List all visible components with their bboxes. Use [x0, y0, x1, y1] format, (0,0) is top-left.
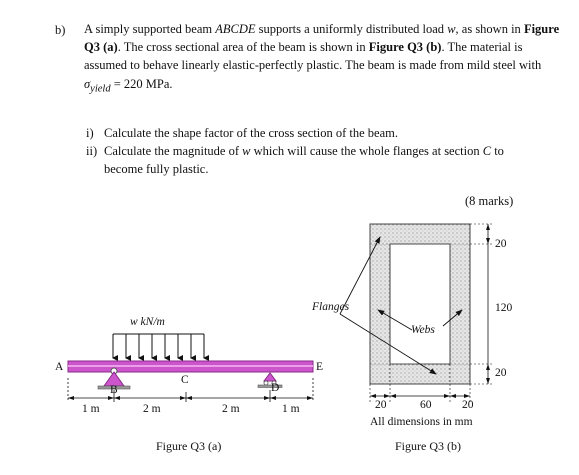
fig-a-ref: Figure Q3 (a)	[84, 22, 560, 55]
intro-text-4: . The cross sectional area of the beam is shown in	[117, 40, 369, 55]
intro-text-6: = 220 MPa.	[110, 76, 173, 91]
point-c-label: C	[181, 374, 189, 386]
load-label: w kN/m	[130, 316, 165, 328]
sigma-symbol: σ	[84, 76, 91, 91]
part-i-text: Calculate the shape factor of the cross section of the beam.	[104, 126, 398, 140]
dim-2m-right: 2 m	[222, 403, 240, 415]
dim-top-flange: 20	[495, 238, 507, 250]
vertical-dimensions	[470, 224, 494, 384]
question-label: b)	[55, 23, 66, 37]
dim-1m-right: 1 m	[282, 403, 300, 415]
part-ii-text-2: which will cause the whole flanges at section	[250, 144, 483, 158]
part-ii-var: w	[242, 144, 251, 158]
dim-right-web: 20	[462, 399, 474, 411]
webs-label: Webs	[411, 324, 435, 336]
part-ii-text-1: Calculate the magnitude of	[104, 144, 243, 158]
dim-bottom-flange: 20	[495, 367, 507, 379]
dim-1m-left: 1 m	[82, 403, 100, 415]
load-var: w	[447, 22, 456, 36]
figure-b-caption: Figure Q3 (b)	[395, 439, 461, 453]
dim-left-web: 20	[375, 399, 387, 411]
point-b-label: B	[110, 384, 118, 396]
figure-a-caption: Figure Q3 (a)	[156, 439, 222, 453]
marks: (8 marks)	[465, 194, 514, 208]
part-i-num: i)	[86, 126, 94, 140]
dim-inner-width: 60	[420, 399, 432, 411]
point-e-label: E	[316, 361, 324, 373]
sigma-subscript: yield	[90, 83, 111, 95]
part-ii-text-3: to	[491, 144, 504, 158]
intro-text-1: A simply supported beam	[84, 22, 216, 36]
beam-name: ABCDE	[215, 22, 256, 36]
point-a-label: A	[55, 361, 64, 373]
intro-text-2: supports a uniformly distributed load	[255, 22, 448, 36]
fig-b-ref: Figure Q3 (b)	[368, 40, 442, 55]
units-note: All dimensions in mm	[370, 416, 473, 428]
flanges-label: Flanges	[312, 301, 350, 313]
beam	[68, 361, 313, 372]
udl-arrows	[113, 334, 204, 358]
dim-2m-left: 2 m	[143, 403, 161, 415]
part-ii-num: ii)	[86, 144, 98, 158]
part-ii-line2: become fully plastic.	[104, 162, 209, 176]
dim-web-height: 120	[495, 302, 513, 314]
point-d-label: D	[271, 382, 280, 394]
intro-text-5: . The material is assumed to behave linearly elastic-perfectly plastic. The beam is made from mild steel with	[84, 40, 542, 73]
intro-text-3: , as shown in	[455, 22, 524, 36]
cross-section	[370, 224, 470, 384]
part-ii-section: C	[482, 144, 492, 158]
